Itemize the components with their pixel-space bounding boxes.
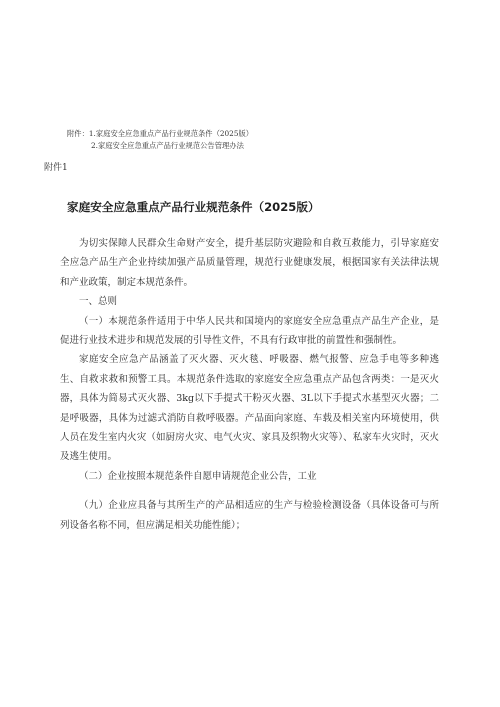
- section-heading-general: 一、总则: [79, 296, 118, 308]
- paragraph-intro: 为切实保障人民群众生命财产安全，提升基层防灾避险和自救互救能力，引导家庭安全应急产品生产企业持续加强产品质量管理，规范行业健康发展，根据国家有关法律法规和产业政策，制定本规范条件。: [60, 238, 439, 288]
- attachment-item-text: 2.家庭安全应急重点产品行业规范公告管理办法: [91, 141, 244, 150]
- attachment-item-1: [67, 128, 253, 140]
- paragraph-product-types: 家庭安全应急产品涵盖了灭火器、灭火毯、呼吸器、燃气报警、应急手电等多种逃生、自救求救和预警工具。本规范条件选取的家庭安全应急重点产品包含两类：一是灭火器，具体为简易式灭火器、3kg以下手提式干粉灭火器、3L以下手提式水基型灭火器；二是呼吸器，具体为过滤式消防自救呼吸器。产品面向家庭、车载及相关室内环境使用，供人员在发生室内火灾（如厨房火灾、电气火灾、家具及织物火灾等）、私家车火灾时，灭火及逃生使用。: [60, 354, 439, 463]
- attachment-label: 附件1: [44, 163, 68, 173]
- attachment-item-2: [67, 140, 253, 152]
- document-body: [60, 234, 439, 535]
- document-title: 家庭安全应急重点产品行业规范条件（2025版）: [67, 200, 320, 214]
- paragraph-equipment: （九）企业应具备与其所生产的产品相适应的生产与检验检测设备（具体设备可与所列设备名称不同，但应满足相关功能性能）；: [60, 500, 439, 531]
- attachment-prefix: 附件：: [67, 129, 89, 138]
- paragraph-scope: （一）本规范条件适用于中华人民共和国境内的家庭安全应急重点产品生产企业，是促进行业技术进步和规范发展的引导性文件，不具有行政审批的前置性和强制性。: [60, 315, 439, 347]
- paragraph-application: （二）企业按照本规范条件自愿申请规范企业公告，工业: [79, 470, 317, 482]
- attachment-list: [67, 128, 253, 152]
- attachment-item-text: 1.家庭安全应急重点产品行业规范条件（2025版）: [88, 129, 254, 138]
